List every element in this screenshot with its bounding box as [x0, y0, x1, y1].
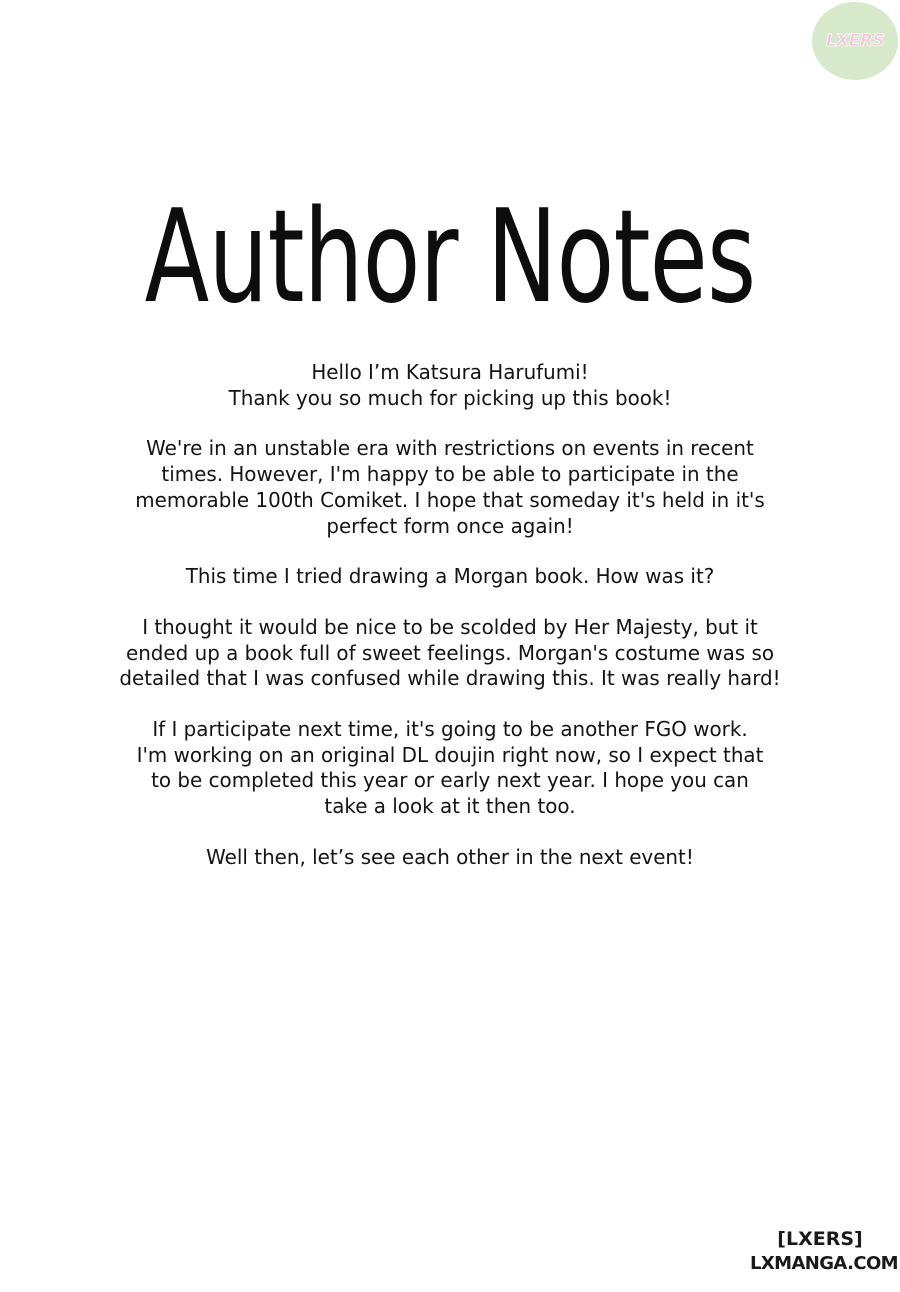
- text-line: take a look at it then too.: [324, 794, 576, 819]
- paragraph-greeting: [14, 360, 887, 411]
- paragraph-next-work: [14, 717, 887, 820]
- lxers-logo-badge: [812, 2, 898, 80]
- text-line: detailed that I was confused while drawing this. It was really hard!: [119, 666, 781, 691]
- text-line: Well then, let’s see each other in the next event!: [206, 844, 694, 869]
- watermark-brand: [LXERS]: [777, 1228, 863, 1250]
- paragraph-era: [14, 436, 887, 539]
- paragraph-farewell: [14, 845, 887, 871]
- paragraph-majesty: [14, 615, 887, 692]
- watermark-site: LXMANGA.COM: [750, 1253, 898, 1274]
- text-line: Hello I’m Katsura Harufumi!: [311, 360, 589, 384]
- text-line: times. However, I'm happy to be able to participate in the: [161, 462, 739, 487]
- page-title: Author Notes: [144, 182, 756, 332]
- text-line: This time I tried drawing a Morgan book. How was it?: [185, 564, 715, 589]
- text-line: Thank you so much for picking up this book!: [228, 385, 672, 410]
- text-line: I thought it would be nice to be scolded by Her Majesty, but it: [142, 614, 758, 639]
- author-notes-body: [0, 360, 900, 896]
- text-line: perfect form once again!: [326, 513, 574, 538]
- text-line: memorable 100th Comiket. I hope that someday it's held in it's: [135, 487, 765, 512]
- text-line: I'm working on an original DL doujin right now, so I expect that: [136, 742, 764, 767]
- logo-text: LXERS: [825, 31, 885, 51]
- text-line: to be completed this year or early next year. I hope you can: [151, 768, 749, 793]
- text-line: ended up a book full of sweet feelings. Morgan's costume was so: [125, 640, 775, 665]
- text-line: We're in an unstable era with restrictions on events in recent: [146, 436, 754, 461]
- site-watermark: [750, 1227, 898, 1276]
- paragraph-morgan-question: [14, 564, 887, 590]
- text-line: If I participate next time, it's going to be another FGO work.: [152, 717, 748, 742]
